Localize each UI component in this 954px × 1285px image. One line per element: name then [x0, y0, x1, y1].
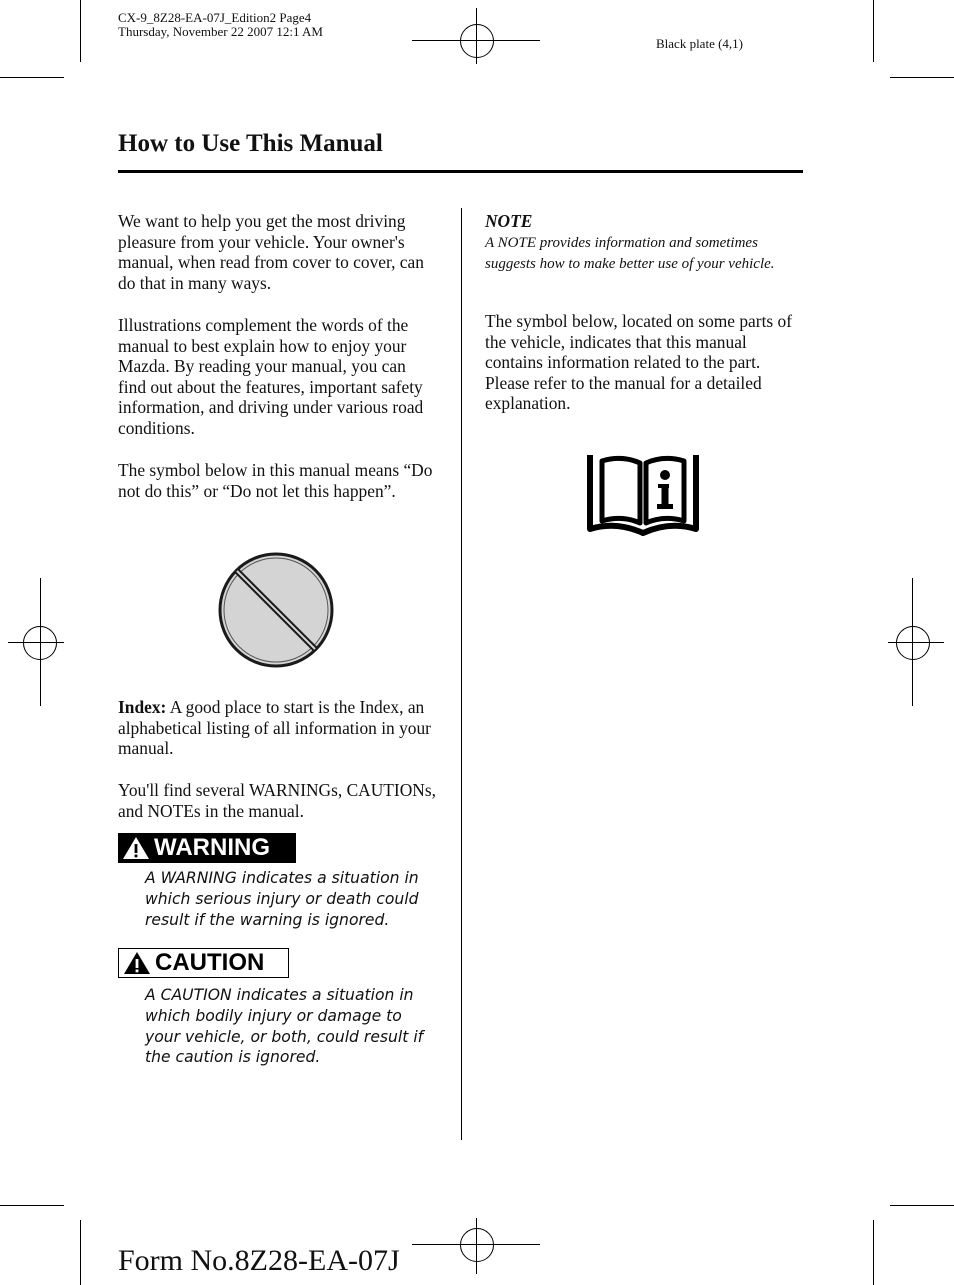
- prohibition-icon: [217, 551, 335, 669]
- warning-text: A WARNING indicates a situation in which serious injury or death could result if the warning is ignored.: [145, 869, 419, 929]
- warning-label-box: [118, 833, 296, 863]
- note-label: NOTE: [485, 211, 533, 231]
- caution-label: CAUTION: [155, 949, 265, 976]
- notices-paragraph: You'll find several WARNINGs, CAUTIONs, and NOTEs in the manual.: [118, 780, 436, 821]
- title-rule: [118, 170, 803, 173]
- print-file-line: CX-9_8Z28-EA-07J_Edition2 Page4: [118, 10, 312, 25]
- print-date-line: Thursday, November 22 2007 12:1 AM: [118, 24, 323, 39]
- illustrations-paragraph: Illustrations complement the words of the manual to best explain how to enjoy your Mazda. By reading your manual, you can find out about the features, important safety information, and driving under various road conditions.: [118, 315, 424, 438]
- manual-info-icon: [586, 447, 700, 539]
- caution-label-box: [118, 948, 289, 978]
- warning-triangle-icon: [123, 951, 151, 975]
- intro-paragraph: We want to help you get the most driving pleasure from your vehicle. Your owner's manual, when read from cover to cover, can do that in many ways.: [118, 211, 424, 293]
- index-text: A good place to start is the Index, an alphabetical listing of all information in your manual.: [118, 697, 431, 759]
- index-label: Index:: [118, 697, 167, 717]
- caution-text: A CAUTION indicates a situation in which bodily injury or damage to your vehicle, or both, could result if the caution is ignored.: [145, 986, 424, 1067]
- index-paragraph: [118, 697, 436, 759]
- note-text: A NOTE provides information and sometimes suggests how to make better use of your vehicle.: [485, 235, 775, 272]
- column-divider: [461, 208, 462, 1140]
- warning-triangle-icon: [122, 836, 150, 860]
- symbol-paragraph: The symbol below in this manual means “Do not do this” or “Do not let this happen”.: [118, 460, 433, 501]
- page-title: How to Use This Manual: [118, 130, 383, 157]
- vehicle-symbol-paragraph: The symbol below, located on some parts of the vehicle, indicates that this manual contains information related to the part. Please refer to the manual for a detailed explanation.: [485, 311, 793, 414]
- warning-label: WARNING: [154, 834, 270, 861]
- form-number: Form No.8Z28-EA-07J: [118, 1244, 400, 1277]
- plate-label: Black plate (4,1): [656, 36, 743, 51]
